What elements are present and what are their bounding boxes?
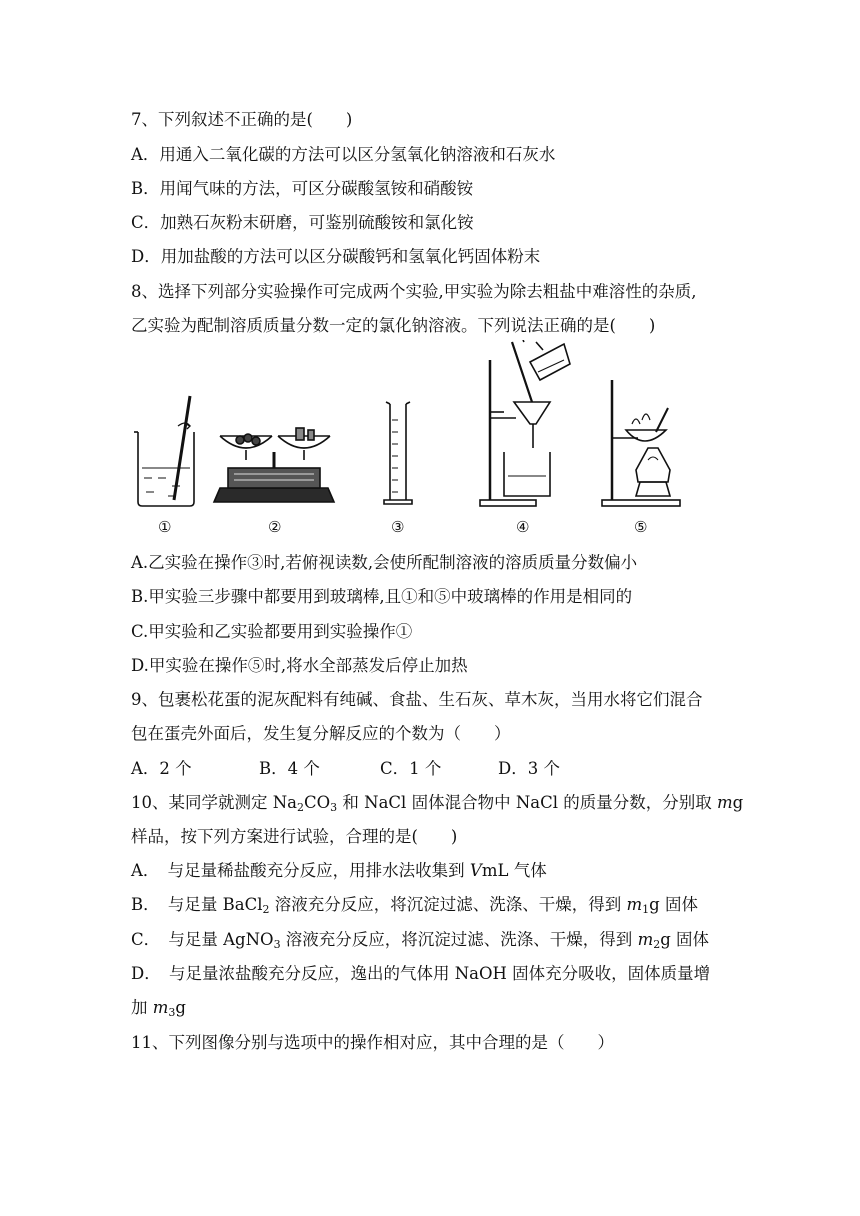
q10-option-a: A． 与足量稀盐酸充分反应，用排水法收集到 VmL 气体 xyxy=(131,861,547,880)
q9-options xyxy=(131,757,560,781)
q7-option-b: B．用闻气味的方法，可区分碳酸氢铵和硝酸铵 xyxy=(131,179,474,198)
figure-label-5: ⑤ xyxy=(634,518,648,536)
q7-stem: 7、下列叙述不正确的是( ) xyxy=(131,110,353,129)
figure-label-3: ③ xyxy=(391,518,405,536)
beaker-stirring-figure xyxy=(134,396,194,506)
q9-option-c: C．1 个 xyxy=(380,759,442,778)
figure-label-2: ② xyxy=(268,518,282,536)
q9-stem-line2: 包在蛋壳外面后，发生复分解反应的个数为（ ） xyxy=(131,724,511,743)
filtration-figure xyxy=(480,340,570,506)
q10-option-d-line2: 加 $m_3g$ xyxy=(131,998,186,1019)
q10-option-b: B． 与足量 BaCl$_2$ 溶液充分反应，将沉淀过滤、洗涤、干燥，得到 $m_1g$ 固体 xyxy=(131,895,698,916)
q10-stem-line2: 样品，按下列方案进行试验，合理的是( ) xyxy=(131,827,458,846)
q9-stem-line1: 9、包裹松花蛋的泥灰配料有纯碱、食盐、生石灰、草木灰，当用水将它们混合 xyxy=(131,690,703,709)
q8-stem-line1: 8、选择下列部分实验操作可完成两个实验,甲实验为除去粗盐中难溶性的杂质, xyxy=(131,282,697,301)
graduated-cylinder-figure xyxy=(384,402,412,504)
evaporation-figure xyxy=(602,380,680,506)
figure-label-1: ① xyxy=(158,518,172,536)
q8-option-c: C.甲实验和乙实验都要用到实验操作① xyxy=(131,622,413,641)
q9-option-a: A．2 个 xyxy=(131,759,192,778)
q8-stem-line2: 乙实验为配制溶质质量分数一定的氯化钠溶液。下列说法正确的是( ) xyxy=(131,316,656,335)
q11-stem: 11、下列图像分别与选项中的操作相对应，其中合理的是（ ） xyxy=(131,1033,614,1052)
figure-label-4: ④ xyxy=(516,518,530,536)
balance-figure xyxy=(214,428,334,502)
q10-option-d-line1: D． 与足量浓盐酸充分反应，逸出的气体用 NaOH 固体充分吸收，固体质量增 xyxy=(131,964,711,983)
q7-option-a: A．用通入二氧化碳的方法可以区分氢氧化钠溶液和石灰水 xyxy=(131,145,556,164)
q7-option-d: D．用加盐酸的方法可以区分碳酸钙和氢氧化钙固体粉末 xyxy=(131,247,541,266)
q8-option-d: D.甲实验在操作⑤时,将水全部蒸发后停止加热 xyxy=(131,656,468,675)
q9-option-d: D．3 个 xyxy=(498,759,560,778)
q8-figure xyxy=(128,340,708,545)
q7-option-c: C．加熟石灰粉末研磨，可鉴别硫酸铵和氯化铵 xyxy=(131,213,474,232)
q8-option-a: A.乙实验在操作③时,若俯视读数,会使所配制溶液的溶质质量分数偏小 xyxy=(131,553,638,572)
q9-option-b: B．4 个 xyxy=(259,759,320,778)
q10-option-c: C． 与足量 AgNO$_3$ 溶液充分反应，将沉淀过滤、洗涤、干燥，得到 $m_2g$ 固体 xyxy=(131,930,710,951)
q8-option-b: B.甲实验三步骤中都要用到玻璃棒,且①和⑤中玻璃棒的作用是相同的 xyxy=(131,587,633,606)
q10-stem-line1: 10、某同学就测定 $Na_2CO_3$ 和 NaCl 固体混合物中 NaCl 的质量分数，分别取 mg xyxy=(131,793,744,814)
